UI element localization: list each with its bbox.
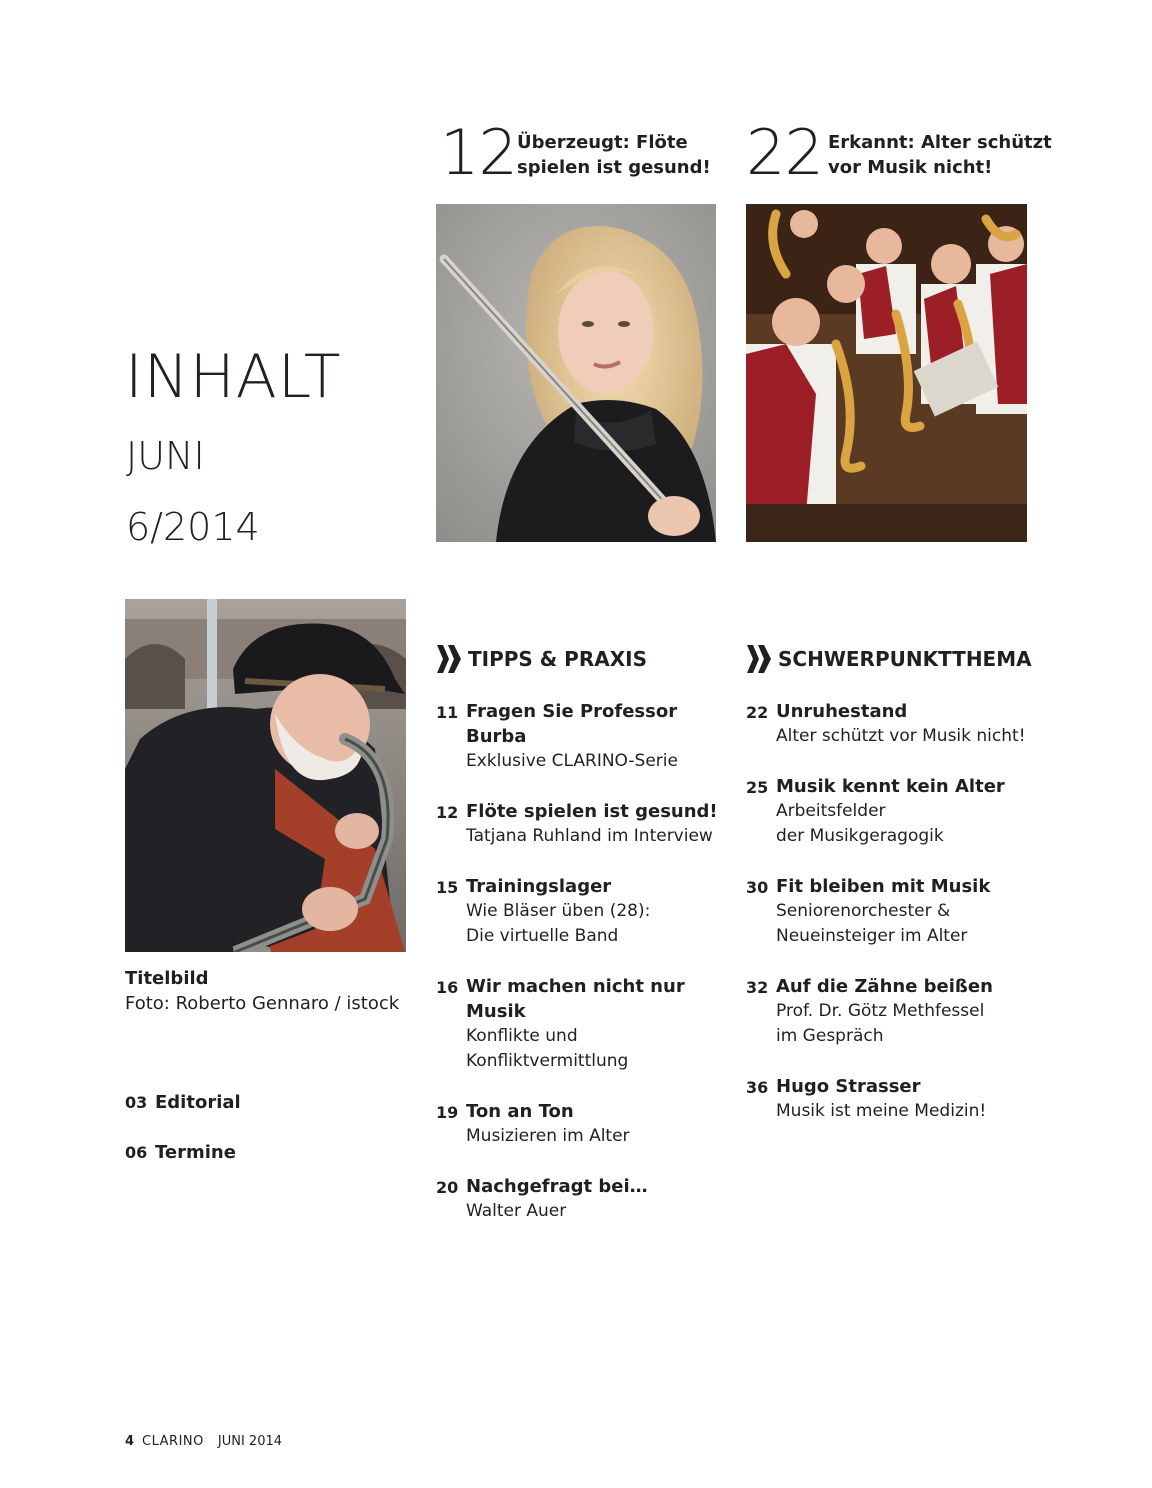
feature-2-line-1: Erkannt: Alter schützt (828, 132, 1052, 153)
feature-1-headline[interactable] (517, 130, 711, 180)
toc-entry-title: Musik kennt kein Alter (776, 776, 1005, 797)
toc-entry-title: Trainingslager (466, 876, 612, 897)
cover-caption-title: Titelbild (125, 968, 209, 989)
toc-entry-subtitle: Wie Bläser üben (28): (466, 901, 651, 921)
toc-entry[interactable] (746, 1074, 1046, 1124)
toc-entry-title: Unruhestand (776, 701, 908, 722)
cover-photo[interactable] (125, 599, 406, 952)
toc-entry[interactable] (746, 974, 1046, 1049)
toc-entry-subtitle: im Gespräch (776, 1026, 884, 1046)
double-chevron-icon (436, 644, 462, 674)
toc-entry-number: 12 (436, 803, 459, 822)
page-title: INHALT (125, 342, 342, 412)
toc-entry-subtitle: Musik ist meine Medizin! (776, 1101, 987, 1121)
toc-entry-termine[interactable] (125, 1140, 241, 1165)
toc-entry-title: Wir machen nicht nur Musik (466, 976, 685, 1022)
section-heading-tipps (436, 644, 647, 674)
toc-entry-title: Hugo Strasser (776, 1076, 921, 1097)
toc-entry[interactable] (436, 1099, 736, 1149)
toc-entry-number: 19 (436, 1103, 459, 1122)
toc-entry[interactable] (746, 699, 1046, 749)
toc-entry-number: 11 (436, 703, 459, 722)
footer-issue: JUNI 2014 (217, 1434, 283, 1449)
section-heading-text: SCHWERPUNKTTHEMA (778, 647, 1032, 671)
section-heading-schwerpunkt (746, 644, 1032, 674)
toc-entry-number: 20 (436, 1178, 459, 1197)
toc-entry-subtitle: Musizieren im Alter (466, 1126, 630, 1146)
issue-number: 6/2014 (126, 505, 260, 549)
toc-entry-subtitle: der Musikgeragogik (776, 826, 944, 846)
toc-entry-subtitle: Prof. Dr. Götz Methfessel (776, 1001, 985, 1021)
toc-entry-number: 32 (746, 978, 769, 997)
flutist-photo[interactable] (436, 204, 716, 542)
toc-entry-editorial[interactable] (125, 1090, 241, 1115)
toc-entry[interactable] (436, 799, 736, 849)
toc-entry-title: Fragen Sie Professor Burba (466, 701, 678, 747)
toc-entry-title: Nachgefragt bei… (466, 1176, 648, 1197)
brass-band-photo[interactable] (746, 204, 1027, 542)
issue-month: JUNI (126, 434, 205, 478)
toc-entry-subtitle: Seniorenorchester & (776, 901, 951, 921)
toc-entry[interactable] (436, 699, 736, 774)
toc-entry[interactable] (436, 974, 736, 1074)
toc-entry-title: Flöte spielen ist gesund! (466, 801, 718, 822)
cover-photo-credit: Foto: Roberto Gennaro / istock (125, 993, 400, 1014)
toc-entry-subtitle: Konfliktvermittlung (466, 1051, 629, 1071)
toc-entry-number: 03 (125, 1093, 148, 1112)
toc-entry-subtitle: Walter Auer (466, 1201, 567, 1221)
toc-entry-title: Auf die Zähne beißen (776, 976, 993, 997)
feature-2-headline[interactable] (828, 130, 1052, 180)
toc-entry[interactable] (436, 874, 736, 949)
toc-entry-subtitle: Konflikte und (466, 1026, 578, 1046)
feature-1-line-1: Überzeugt: Flöte (517, 132, 688, 153)
toc-entry-subtitle: Tatjana Ruhland im Interview (466, 826, 713, 846)
feature-1-line-2: spielen ist gesund! (517, 157, 711, 178)
toc-entry-number: 06 (125, 1143, 148, 1162)
toc-entry-number: 16 (436, 978, 459, 997)
left-toc (125, 1090, 241, 1165)
toc-entry-subtitle: Neueinsteiger im Alter (776, 926, 968, 946)
feature-2-line-2: vor Musik nicht! (828, 157, 993, 178)
toc-entry-title: Ton an Ton (466, 1101, 574, 1122)
toc-entry[interactable] (436, 1174, 736, 1224)
toc-entry-subtitle: Exklusive CLARINO-Serie (466, 751, 678, 771)
toc-entry-title: Termine (155, 1142, 236, 1163)
toc-entry-number: 25 (746, 778, 769, 797)
magazine-name: CLARINO (142, 1434, 204, 1449)
toc-entry-title: Fit bleiben mit Musik (776, 876, 991, 897)
toc-entry[interactable] (746, 774, 1046, 849)
page-number: 4 (125, 1434, 135, 1449)
feature-2-number: 22 (746, 116, 823, 189)
toc-tipps (436, 699, 736, 1249)
feature-1-number: 12 (440, 116, 517, 189)
toc-entry[interactable] (746, 874, 1046, 949)
toc-entry-subtitle: Arbeitsfelder (776, 801, 886, 821)
toc-entry-number: 22 (746, 703, 769, 722)
toc-entry-number: 36 (746, 1078, 769, 1097)
toc-entry-subtitle: Die virtuelle Band (466, 926, 619, 946)
page-footer (125, 1434, 282, 1450)
toc-entry-number: 15 (436, 878, 459, 897)
toc-entry-number: 30 (746, 878, 769, 897)
toc-entry-title: Editorial (155, 1092, 241, 1113)
section-heading-text: TIPPS & PRAXIS (468, 647, 647, 671)
double-chevron-icon (746, 644, 772, 674)
toc-schwerpunkt (746, 699, 1046, 1149)
toc-entry-subtitle: Alter schützt vor Musik nicht! (776, 726, 1026, 746)
